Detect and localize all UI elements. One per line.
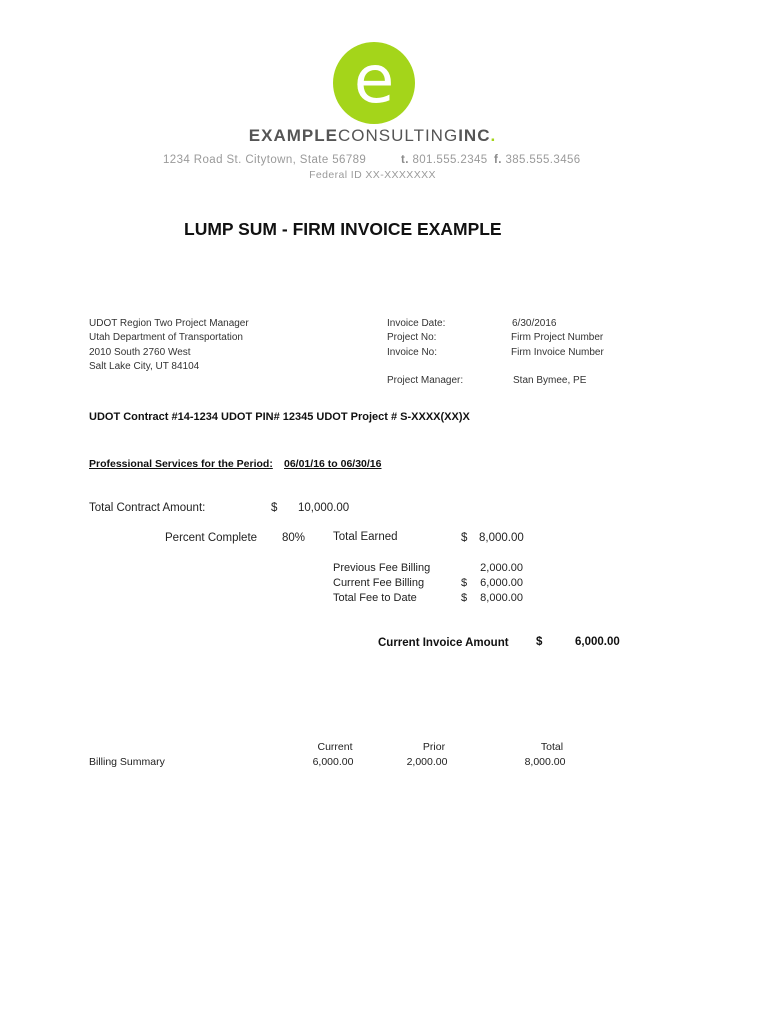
billing-header-prior: Prior bbox=[422, 741, 446, 753]
logo-letter: e bbox=[353, 41, 395, 118]
total-earned-label: Total Earned bbox=[333, 531, 398, 543]
current-invoice-amount-label: Current Invoice Amount bbox=[378, 637, 509, 649]
previous-fee-value: 2,000.00 bbox=[480, 562, 523, 574]
recipient-line: UDOT Region Two Project Manager bbox=[89, 318, 249, 329]
billing-prior-value: 2,000.00 bbox=[406, 756, 448, 768]
fax-label: f. bbox=[494, 154, 502, 166]
billing-summary-label: Billing Summary bbox=[89, 756, 165, 768]
company-name-bold: EXAMPLE bbox=[248, 126, 338, 145]
company-name-light: CONSULTING bbox=[337, 126, 459, 145]
total-contract-currency: $ bbox=[271, 502, 278, 514]
company-name-dot: . bbox=[490, 126, 497, 145]
total-contract-value: 10,000.00 bbox=[298, 502, 350, 514]
company-name bbox=[0, 126, 745, 146]
previous-fee-label: Previous Fee Billing bbox=[333, 562, 431, 574]
billing-current-value: 6,000.00 bbox=[312, 756, 354, 768]
period-value: 06/01/16 to 06/30/16 bbox=[284, 458, 382, 470]
total-fee-to-date-value: 8,000.00 bbox=[480, 592, 523, 604]
company-logo bbox=[333, 42, 415, 124]
federal-id: Federal ID XX-XXXXXXX bbox=[309, 169, 436, 181]
company-fax bbox=[494, 154, 581, 166]
invoice-date-label: Invoice Date: bbox=[387, 318, 446, 329]
fax-number: 385.555.3456 bbox=[505, 154, 581, 166]
billing-header-total: Total bbox=[540, 741, 564, 753]
total-fee-to-date-label: Total Fee to Date bbox=[333, 592, 417, 604]
project-manager-value: Stan Bymee, PE bbox=[513, 375, 587, 386]
recipient-line: Utah Department of Transportation bbox=[89, 332, 243, 343]
company-name-inc: INC bbox=[458, 126, 491, 145]
total-earned-value: 8,000.00 bbox=[479, 532, 524, 544]
total-fee-to-date-currency: $ bbox=[461, 592, 468, 604]
project-manager-label: Project Manager: bbox=[387, 375, 464, 386]
phone-label: t. bbox=[401, 154, 409, 166]
invoice-no-label: Invoice No: bbox=[387, 347, 438, 358]
current-fee-value: 6,000.00 bbox=[480, 577, 523, 589]
current-invoice-amount-currency: $ bbox=[536, 636, 543, 648]
project-no-label: Project No: bbox=[387, 332, 437, 343]
contract-line: UDOT Contract #14-1234 UDOT PIN# 12345 UDOT Project # S-XXXX(XX)X bbox=[89, 411, 470, 423]
company-phone bbox=[401, 154, 488, 166]
percent-complete-label: Percent Complete bbox=[165, 532, 258, 544]
total-earned-currency: $ bbox=[461, 532, 468, 544]
phone-number: 801.555.2345 bbox=[412, 154, 488, 166]
invoice-date-value: 6/30/2016 bbox=[512, 318, 557, 329]
current-invoice-amount-value: 6,000.00 bbox=[575, 636, 620, 648]
total-contract-label: Total Contract Amount: bbox=[89, 502, 206, 514]
current-fee-currency: $ bbox=[461, 577, 468, 589]
project-no-value: Firm Project Number bbox=[511, 332, 604, 343]
period-label: Professional Services for the Period: bbox=[89, 458, 273, 470]
company-address: 1234 Road St. Citytown, State 56789 bbox=[163, 154, 367, 166]
invoice-title: LUMP SUM - FIRM INVOICE EXAMPLE bbox=[184, 219, 502, 239]
billing-total-value: 8,000.00 bbox=[524, 756, 566, 768]
billing-header-current: Current bbox=[317, 741, 353, 753]
invoice-no-value: Firm Invoice Number bbox=[511, 347, 604, 358]
current-fee-label: Current Fee Billing bbox=[333, 577, 425, 589]
recipient-line: Salt Lake City, UT 84104 bbox=[89, 361, 200, 372]
percent-complete-value: 80% bbox=[282, 532, 306, 544]
recipient-line: 2010 South 2760 West bbox=[89, 347, 191, 358]
